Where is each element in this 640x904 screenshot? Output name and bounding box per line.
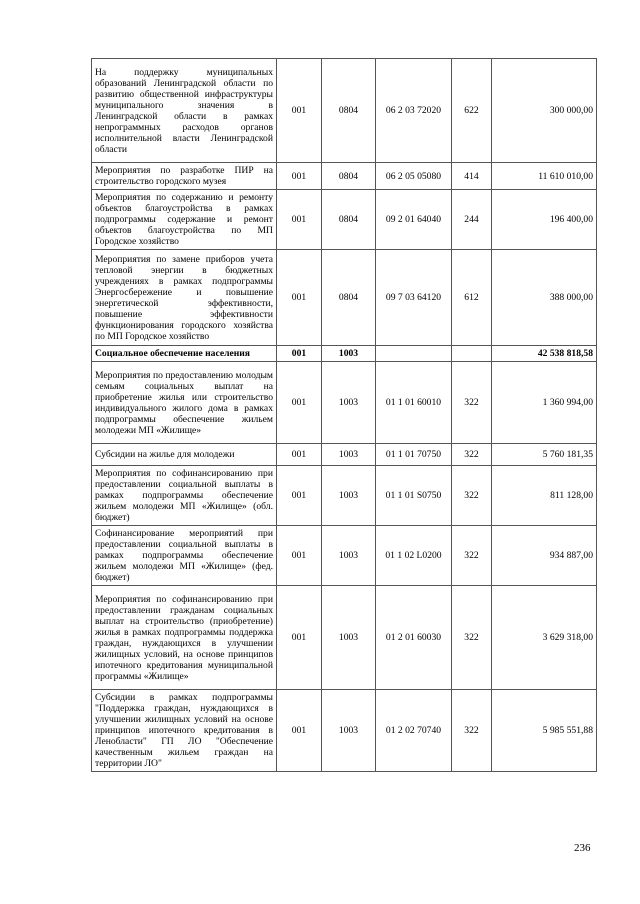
row-sum-cell: 811 128,00 (492, 466, 597, 526)
row-section-cell: 1003 (322, 466, 376, 526)
row-sum-cell: 11 610 010,00 (492, 163, 597, 190)
row-ved-cell: 001 (277, 250, 322, 346)
row-name-cell: Субсидии в рамках подпрограммы "Поддержка граждан, нуждающихся в улучшении жилищных условий на основе принципов ипотечного кредитования в Ленобласти" ГП ЛО "Обеспечение качественным жильем граждан на территории ЛО" (92, 690, 277, 772)
budget-table (91, 58, 597, 772)
row-section-cell: 0804 (322, 190, 376, 250)
row-expense-type-cell: 322 (452, 466, 492, 526)
row-ved-cell: 001 (277, 690, 322, 772)
row-sum-cell: 5 985 551,88 (492, 690, 597, 772)
row-ved-cell: 001 (277, 362, 322, 444)
row-sum-cell: 5 760 181,35 (492, 444, 597, 466)
row-target-article-cell (376, 346, 452, 362)
row-section-cell: 0804 (322, 250, 376, 346)
table-row (92, 690, 597, 772)
row-ved-cell: 001 (277, 59, 322, 163)
page-number: 236 (574, 842, 591, 854)
row-expense-type-cell: 322 (452, 690, 492, 772)
row-name-cell: Мероприятия по замене приборов учета тепловой энергии в бюджетных учреждениях в рамках подпрограммы Энергосбережение и повышение энергетической эффективности, повышение эффективности функционирования городского хозяйства по МП Городское хозяйство (92, 250, 277, 346)
row-target-article-cell: 01 1 01 S0750 (376, 466, 452, 526)
row-expense-type-cell (452, 346, 492, 362)
row-name-cell: Софинансирование мероприятий при предоставлении социальной выплаты в рамках подпрограммы обеспечение жильем молодежи МП «Жилище» (фед. бюджет) (92, 526, 277, 586)
row-sum-cell: 196 400,00 (492, 190, 597, 250)
row-target-article-cell: 09 7 03 64120 (376, 250, 452, 346)
row-name-cell: Мероприятия по софинансированию при предоставлении гражданам социальных выплат на строительство (приобретение) жилья в рамках подпрограммы поддержка граждан, нуждающихся в улучшении жилищных условий, на основе принципов ипотечного кредитования муниципальной программы «Жилище» (92, 586, 277, 690)
row-name-cell: Субсидии на жилье для молодежи (92, 444, 277, 466)
table-row (92, 444, 597, 466)
row-expense-type-cell: 244 (452, 190, 492, 250)
row-ved-cell: 001 (277, 466, 322, 526)
row-ved-cell: 001 (277, 526, 322, 586)
row-name-cell: Мероприятия по софинансированию при предоставлении социальной выплаты в рамках подпрограммы обеспечение жильем молодежи МП «Жилище» (обл. бюджет) (92, 466, 277, 526)
row-section-cell: 1003 (322, 586, 376, 690)
row-expense-type-cell: 414 (452, 163, 492, 190)
row-section-cell: 0804 (322, 163, 376, 190)
table-row (92, 190, 597, 250)
row-target-article-cell: 01 1 01 70750 (376, 444, 452, 466)
row-ved-cell: 001 (277, 163, 322, 190)
row-expense-type-cell: 322 (452, 362, 492, 444)
row-target-article-cell: 06 2 05 05080 (376, 163, 452, 190)
row-target-article-cell: 01 1 02 L0200 (376, 526, 452, 586)
row-sum-cell: 300 000,00 (492, 59, 597, 163)
row-ved-cell: 001 (277, 190, 322, 250)
row-target-article-cell: 06 2 03 72020 (376, 59, 452, 163)
row-sum-cell: 1 360 994,00 (492, 362, 597, 444)
row-section-cell: 1003 (322, 346, 376, 362)
table-row (92, 59, 597, 163)
row-expense-type-cell: 622 (452, 59, 492, 163)
row-section-cell: 0804 (322, 59, 376, 163)
row-name-cell: Мероприятия по содержанию и ремонту объектов благоустройства в рамках подпрограммы содержание и ремонт объектов благоустройства по МП Городское хозяйство (92, 190, 277, 250)
row-ved-cell: 001 (277, 346, 322, 362)
row-expense-type-cell: 612 (452, 250, 492, 346)
row-sum-cell: 388 000,00 (492, 250, 597, 346)
table-row (92, 163, 597, 190)
row-expense-type-cell: 322 (452, 444, 492, 466)
row-sum-cell: 3 629 318,00 (492, 586, 597, 690)
table-body (92, 59, 597, 772)
row-name-cell: На поддержку муниципальных образований Ленинградской области по развитию общественной инфраструктуры муниципального значения в Ленинградской области в рамках непрограммных расходов органов исполнительной власти Ленинградской области (92, 59, 277, 163)
row-name-cell: Социальное обеспечение населения (92, 346, 277, 362)
row-target-article-cell: 01 2 02 70740 (376, 690, 452, 772)
row-section-cell: 1003 (322, 362, 376, 444)
row-expense-type-cell: 322 (452, 526, 492, 586)
row-section-cell: 1003 (322, 690, 376, 772)
row-ved-cell: 001 (277, 444, 322, 466)
row-target-article-cell: 01 2 01 60030 (376, 586, 452, 690)
row-expense-type-cell: 322 (452, 586, 492, 690)
table-row (92, 250, 597, 346)
table-row (92, 362, 597, 444)
row-section-cell: 1003 (322, 444, 376, 466)
row-name-cell: Мероприятия по разработке ПИР на строительство городского музея (92, 163, 277, 190)
row-sum-cell: 934 887,00 (492, 526, 597, 586)
row-sum-cell: 42 538 818,58 (492, 346, 597, 362)
table-row (92, 526, 597, 586)
row-target-article-cell: 09 2 01 64040 (376, 190, 452, 250)
row-ved-cell: 001 (277, 586, 322, 690)
table-row (92, 586, 597, 690)
row-target-article-cell: 01 1 01 60010 (376, 362, 452, 444)
table-row (92, 346, 597, 362)
row-name-cell: Мероприятия по предоставлению молодым семьям социальных выплат на приобретение жилья или строительство индивидуального жилого дома в рамках подпрограммы обеспечение жильем молодежи МП «Жилище» (92, 362, 277, 444)
row-section-cell: 1003 (322, 526, 376, 586)
table-row (92, 466, 597, 526)
